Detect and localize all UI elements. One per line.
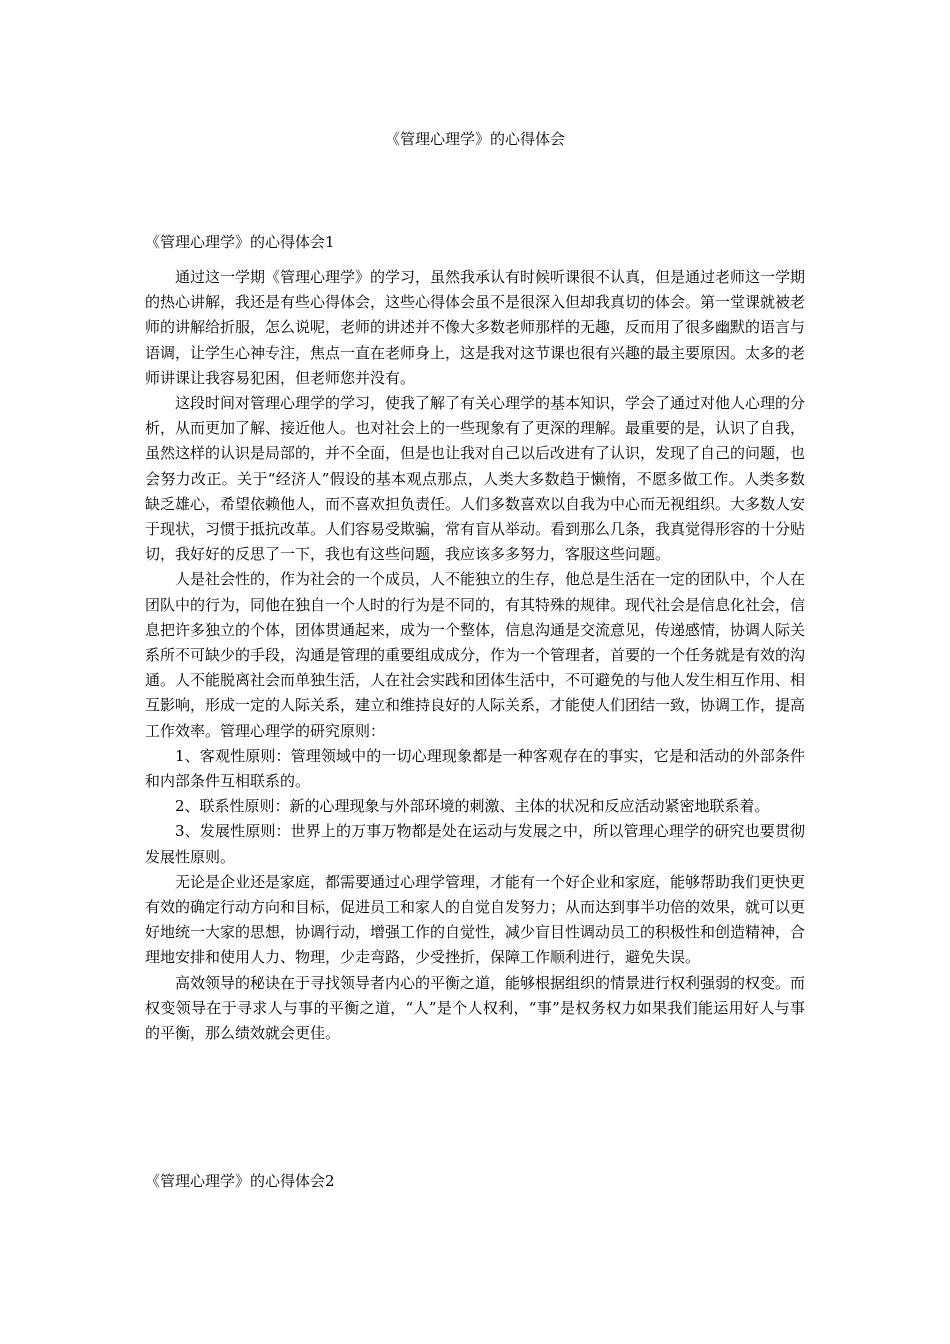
paragraph: 这段时间对管理心理学的学习，使我了解了有关心理学的基本知识，学会了通过对他人心理的分析，从而更加了解、接近他人。也对社会上的一些现象有了更深的理解。最重要的是，认识了自我，虽然这样的认识是局部的，并不全面，但是也让我对自己以后改进有了认识，发现了自己的问题，也会努力改正。关于“经济人”假设的基本观点那点，人类大多数趋于懒惰，不愿多做工作。人类多数缺乏雄心，希望依赖他人，而不喜欢担负责任。人们多数喜欢以自我为中心而无视组织。大多数人安于现状，习惯于抵抗改革。人们容易受欺骗，常有盲从举动。看到那么几条，我真觉得形容的十分贴切，我好好的反思了一下，我也有这些问题，我应该多多努力，客服这些问题。 — [145, 394, 806, 564]
document-title: 《管理心理学》的心得体会 — [384, 130, 565, 148]
principle-item: 2、联系性原则：新的心理现象与外部环境的刺激、主体的状况和反应活动紧密地联系着。 — [175, 797, 770, 816]
paragraph: 高效领导的秘诀在于寻找领导者内心的平衡之道，能够根据组织的情景进行权利强弱的权变。而权变领导在于寻求人与事的平衡之道，“人”是个人权利，“事”是权务权力如果我们能运用好人与事的平衡，那么绩效就会更佳。 — [145, 973, 806, 1043]
section-heading-1: 《管理心理学》的心得体会1 — [145, 233, 335, 251]
principle-item: 3、发展性原则：世界上的万事万物都是处在运动与发展之中，所以管理心理学的研究也要贯彻发展性原则。 — [145, 822, 805, 866]
paragraph: 人是社会性的，作为社会的一个成员，人不能独立的生存，他总是生活在一定的团队中，个人在团队中的行为，同他在独自一个人时的行为是不同的，有其特殊的规律。现代社会是信息化社会，信息把许多独立的个体，团体贯通起来，成为一个整体，信息沟通是交流意见，传递感情，协调人际关系所不可缺少的手段，沟通是管理的重要组成成分，作为一个管理者，首要的一个任务就是有效的沟通。人不能脱离社会而单独生活，人在社会实践和团体生活中，不可避免的与他人发生相互作用、相互影响，形成一定的人际关系，建立和维持良好的人际关系，才能使人们团结一致，协调工作，提高工作效率。管理心理学的研究原则： — [145, 570, 806, 740]
principle-item: 1、客观性原则：管理领域中的一切心理现象都是一种客观存在的事实，它是和活动的外部条件和内部条件互相联系的。 — [145, 746, 805, 791]
paragraph: 无论是企业还是家庭，都需要通过心理学管理，才能有一个好企业和家庭，能够帮助我们更快更有效的确定行动方向和目标，促进员工和家人的自觉自发努力；从而达到事半功倍的效果，就可以更好地统一大家的思想，协调行动，增强工作的自觉性，减少盲目性调动员工的积极性和创造精神，合理地安排和使用人力、物理，少走弯路，少受挫折，保障工作顺利进行，避免失误。 — [145, 872, 806, 967]
paragraph: 通过这一学期《管理心理学》的学习，虽然我承认有时候听课很不认真，但是通过老师这一学期的热心讲解，我还是有些心得体会，这些心得体会虽不是很深入但却我真切的体会。第一堂课就被老师的讲解给折服，怎么说呢，老师的讲述并不像大多数老师那样的无趣，反而用了很多幽默的语言与语调，让学生心神专注，焦点一直在老师身上，这是我对这节课也很有兴趣的最主要原因。太多的老师讲课让我容易犯困，但老师您并没有。 — [145, 268, 806, 387]
section-body-1 — [145, 265, 805, 1046]
section-heading-2: 《管理心理学》的心得体会2 — [145, 1172, 335, 1190]
